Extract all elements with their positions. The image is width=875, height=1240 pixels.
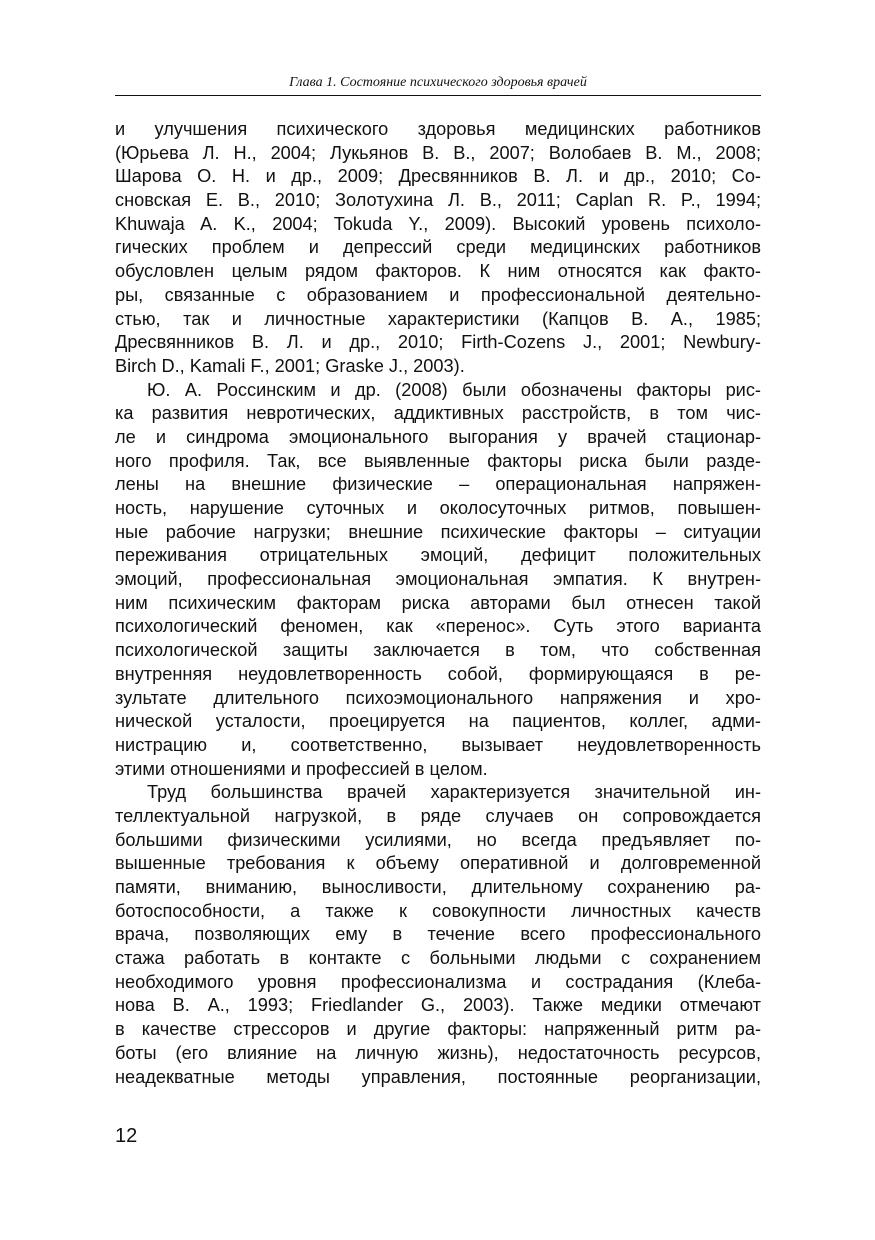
- paragraph-2: [115, 379, 761, 782]
- text-line: переживания отрицательных эмоций, дефицит положительных: [115, 545, 761, 566]
- text-line: неадекватные методы управления, постоянные реорганизации,: [115, 1066, 761, 1087]
- text-line: Шарова О. Н. и др., 2009; Дресвянников В. Л. и др., 2010; Со-: [115, 166, 761, 187]
- text-line: ле и синдрома эмоционального выгорания у врачей стационар-: [115, 426, 761, 447]
- running-header: Глава 1. Состояние психического здоровья врачей: [289, 75, 587, 90]
- text-line: ные рабочие нагрузки; внешние психические факторы – ситуации: [115, 521, 761, 542]
- text-line: необходимого уровня профессионализма и сострадания (Клеба-: [115, 971, 761, 992]
- text-line: лены на внешние физические – операциональная напряжен-: [115, 474, 761, 495]
- text-line: большими физическими усилиями, но всегда предъявляет по-: [115, 829, 761, 850]
- text-line: боты (его влияние на личную жизнь), недостаточность ресурсов,: [115, 1042, 761, 1063]
- text-line: Труд большинства врачей характеризуется значительной ин-: [147, 782, 761, 803]
- text-line: психологический феномен, как «перенос». Суть этого варианта: [115, 616, 761, 637]
- text-line: стажа работать в контакте с больными людьми с сохранением: [115, 948, 761, 969]
- text-line: этими отношениями и профессией в целом.: [115, 758, 488, 779]
- text-line: в качестве стрессоров и другие факторы: напряженный ритм ра-: [115, 1019, 761, 1040]
- text-line: Ю. А. Россинским и др. (2008) были обозначены факторы рис-: [147, 379, 761, 400]
- paragraph-3: [115, 781, 761, 1089]
- text-line: Дресвянников В. Л. и др., 2010; Firth-Cozens J., 2001; Newbury-: [115, 332, 761, 353]
- text-line: ботоспособности, а также к совокупности личностных качеств: [115, 900, 761, 921]
- text-line: вышенные требования к объему оперативной и долговременной: [115, 853, 761, 874]
- text-line: (Юрьева Л. Н., 2004; Лукьянов В. В., 2007; Волобаев В. М., 2008;: [115, 142, 761, 163]
- text-line: внутренняя неудовлетворенность собой, формирующаяся в ре-: [115, 663, 761, 684]
- page-number: 12: [115, 1125, 138, 1147]
- paragraph-1: [115, 118, 761, 379]
- text-line: теллектуальной нагрузкой, в ряде случаев он сопровождается: [115, 805, 761, 826]
- text-line: ним психическим факторам риска авторами был отнесен такой: [115, 592, 761, 613]
- text-line: ры, связанные с образованием и профессиональной деятельно-: [115, 284, 761, 305]
- text-line: нистрацию и, соответственно, вызывает неудовлетворенность: [115, 734, 761, 755]
- text-line: обусловлен целым рядом факторов. К ним относятся как факто-: [115, 261, 761, 282]
- header-rule: [115, 95, 761, 96]
- text-line: зультате длительного психоэмоционального напряжения и хро-: [115, 687, 761, 708]
- text-line: ность, нарушение суточных и околосуточных ритмов, повышен-: [115, 498, 761, 518]
- text-line: психологической защиты заключается в том, что собственная: [115, 640, 761, 661]
- text-line: врача, позволяющих ему в течение всего профессионального: [115, 924, 761, 945]
- text-line: нова В. А., 1993; Friedlander G., 2003). Также медики отмечают: [115, 995, 761, 1016]
- text-line: гических проблем и депрессий среди медицинских работников: [115, 237, 761, 258]
- text-line: эмоций, профессиональная эмоциональная эмпатия. К внутрен-: [115, 569, 761, 590]
- text-line: сновская Е. В., 2010; Золотухина Л. В., 2011; Caplan R. P., 1994;: [115, 190, 761, 211]
- text-line: ного профиля. Так, все выявленные факторы риска были разде-: [115, 450, 761, 471]
- text-line: Khuwaja A. K., 2004; Tokuda Y., 2009). Высокий уровень психоло-: [115, 213, 761, 234]
- text-line: и улучшения психического здоровья медицинских работников: [115, 119, 761, 139]
- text-line: памяти, вниманию, выносливости, длительному сохранению ра-: [115, 877, 761, 897]
- text-line: ка развития невротических, аддиктивных расстройств, в том чис-: [115, 403, 761, 424]
- text-line: нической усталости, проецируется на пациентов, коллег, адми-: [115, 711, 761, 732]
- text-line: стью, так и личностные характеристики (Капцов В. А., 1985;: [115, 308, 761, 329]
- page-body: [115, 118, 761, 1089]
- text-line: Birch D., Kamali F., 2001; Graske J., 2003).: [115, 355, 465, 376]
